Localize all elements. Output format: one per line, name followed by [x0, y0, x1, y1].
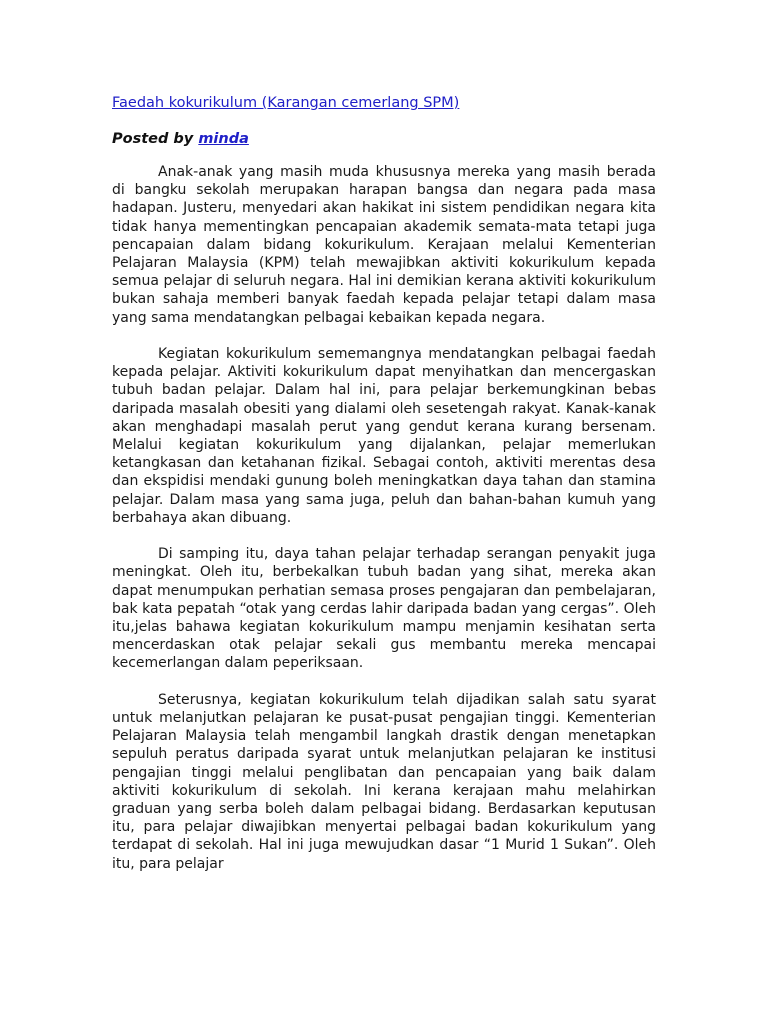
- author-link[interactable]: minda: [198, 131, 249, 147]
- paragraph-2: Kegiatan kokurikulum sememangnya mendatangkan pelbagai faedah kepada pelajar. Aktiviti kokurikulum dapat menyihatkan dan mencergaskan tubuh badan pelajar. Dalam hal ini, para pelajar berkemungkinan bebas daripada masalah obesiti yang dialami oleh sesetengah rakyat. Kanak-kanak akan menghadapi masalah perut yang gendut kerana kurang bersenam. Melalui kegiatan kokurikulum yang dijalankan, pelajar memerlukan ketangkasan dan ketahanan fizikal. Sebagai contoh, aktiviti merentas desa dan ekspidisi mendaki gunung boleh meningkatkan daya tahan dan stamina pelajar. Dalam masa yang sama juga, peluh dan bahan-bahan kumuh yang berbahaya akan dibuang.: [112, 346, 656, 526]
- paragraph-3: Di samping itu, daya tahan pelajar terhadap serangan penyakit juga meningkat. Oleh itu, berbekalkan tubuh badan yang sihat, mereka akan dapat menumpukan perhatian semasa proses pengajaran dan pembelajaran, bak kata pepatah “otak yang cerdas lahir daripada badan yang cergas”. Oleh itu,jelas bahawa kegiatan kokurikulum mampu menjamin kesihatan serta mencerdaskan otak pelajar sekali gus membantu mereka mencapai kecemerlangan dalam peperiksaan.: [112, 546, 656, 672]
- article-body: [112, 163, 656, 891]
- paragraph-4: Seterusnya, kegiatan kokurikulum telah dijadikan salah satu syarat untuk melanjutkan pelajaran ke pusat-pusat pengajian tinggi. Kementerian Pelajaran Malaysia telah mengambil langkah drastik dengan menetapkan sepuluh peratus daripada syarat untuk melanjutkan pelajaran ke institusi pengajian tinggi melalui penglibatan dan pencapaian yang baik dalam aktiviti kokurikulum di sekolah. Ini kerana kerajaan mahu melahirkan graduan yang serba boleh dalam pelbagai bidang. Berdasarkan keputusan itu, para pelajar diwajibkan menyertai pelbagai badan kokurikulum yang terdapat di sekolah. Hal ini juga mewujudkan dasar “1 Murid 1 Sukan”. Oleh itu, para pelajar: [112, 691, 656, 872]
- paragraph-1: Anak-anak yang masih muda khususnya mereka yang masih berada di bangku sekolah merupakan harapan bangsa dan negara pada masa hadapan. Justeru, menyedari akan hakikat ini sistem pendidikan negara kita tidak hanya mementingkan pencapaian akademik semata-mata tetapi juga pencapaian dalam bidang kokurikulum. Kerajaan melalui Kementerian Pelajaran Malaysia (KPM) telah mewajibkan aktiviti kokurikulum kepada semua pelajar di seluruh negara. Hal ini demikian kerana aktiviti kokurikulum bukan sahaja memberi banyak faedah kepada pelajar tetapi dalam masa yang sama mendatangkan pelbagai kebaikan kepada negara.: [112, 164, 656, 326]
- post-title-link[interactable]: Faedah kokurikulum (Karangan cemerlang SPM): [112, 95, 460, 111]
- posted-by-label: Posted by: [112, 131, 194, 147]
- byline: [112, 129, 672, 149]
